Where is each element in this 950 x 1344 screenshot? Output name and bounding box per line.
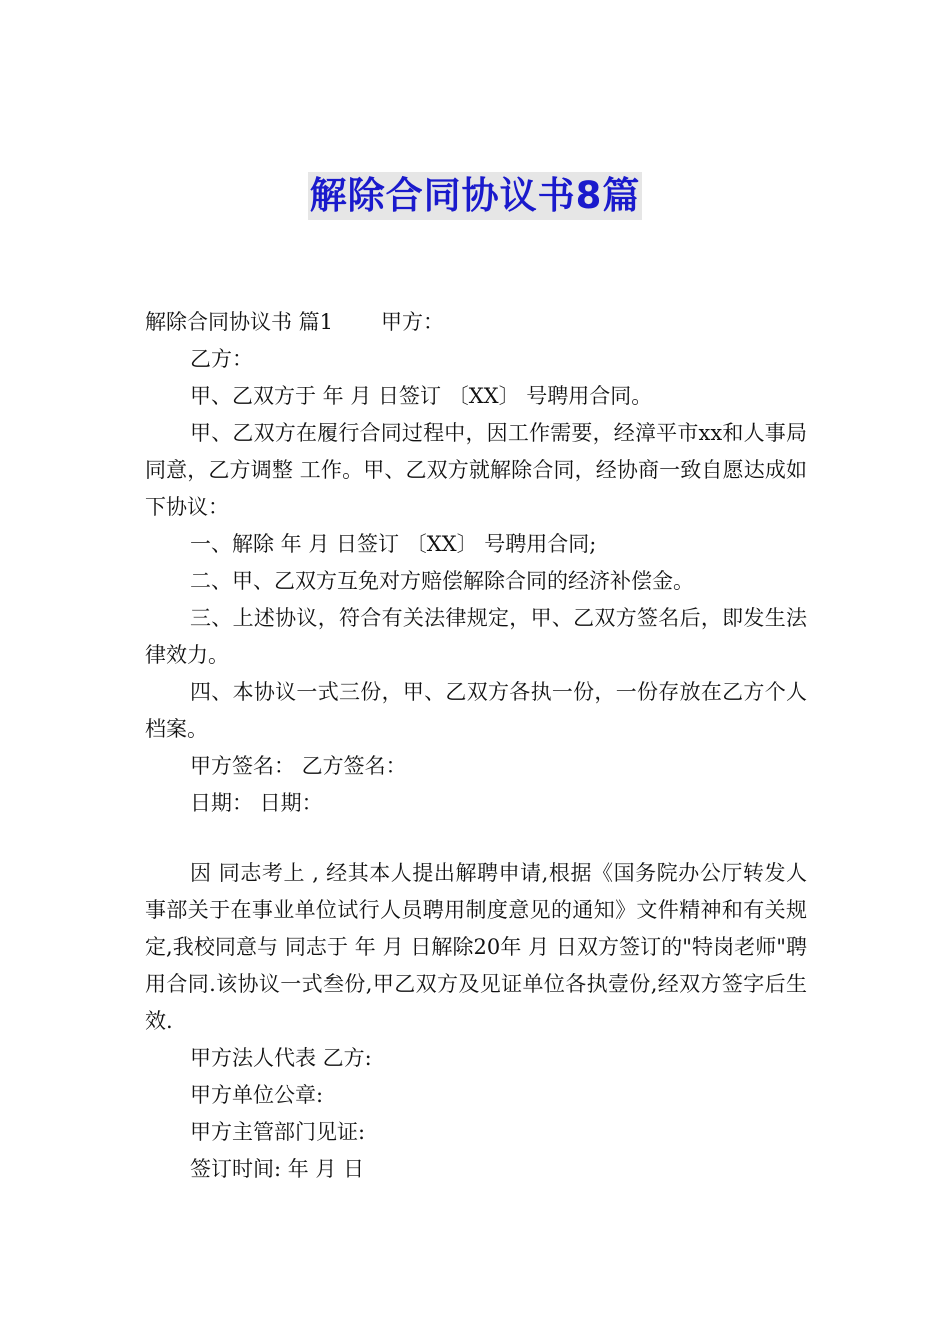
witness-line: 甲方主管部门见证: <box>190 1120 366 1144</box>
agreement-item: 一、解除 年 月 日签订 〔XX〕 号聘用合同; <box>190 532 597 556</box>
agreement-item: 四、本协议一式三份，甲、乙双方各执一份，一份存放在乙方个人档案。 <box>145 680 807 741</box>
section-heading-line <box>145 304 807 341</box>
title-container <box>0 172 950 220</box>
section-heading: 解除合同协议书 篇1 <box>145 310 334 334</box>
agreement-item: 三、上述协议，符合有关法律规定，甲、乙双方签名后，即发生法律效力。 <box>145 606 807 667</box>
paragraph: 甲、乙双方于 年 月 日签订 〔XX〕 号聘用合同。 <box>190 384 653 408</box>
agreement-section-2 <box>145 855 807 1188</box>
signature-line: 甲方法人代表 乙方: <box>190 1046 372 1070</box>
agreement-section-1 <box>145 304 807 822</box>
party-b-label: 乙方： <box>190 347 253 371</box>
agreement-item: 二、甲、乙双方互免对方赔偿解除合同的经济补偿金。 <box>190 569 694 593</box>
paragraph: 甲、乙双方在履行合同过程中，因工作需要，经漳平市xx和人事局同意，乙方调整 工作。甲、乙双方就解除合同，经协商一致自愿达成如下协议： <box>145 421 807 519</box>
signature-line: 甲方签名： 乙方签名： <box>190 754 407 778</box>
date-line: 签订时间: 年 月 日 <box>190 1157 365 1181</box>
date-line: 日期： 日期： <box>190 791 323 815</box>
document-title: 解除合同协议书8篇 <box>308 172 643 220</box>
paragraph: 因 同志考上 , 经其本人提出解聘申请,根据《国务院办公厅转发人事部关于在事业单位试行人员聘用制度意见的通知》文件精神和有关规定,我校同意与 同志于 年 月 日解除20年 月 日双方签订的"特岗老师"聘用合同.该协议一式叁份,甲乙双方及见证单位各执壹份,经双方签字后生效. <box>145 861 807 1033</box>
party-a-label: 甲方： <box>381 310 445 334</box>
seal-line: 甲方单位公章: <box>190 1083 324 1107</box>
